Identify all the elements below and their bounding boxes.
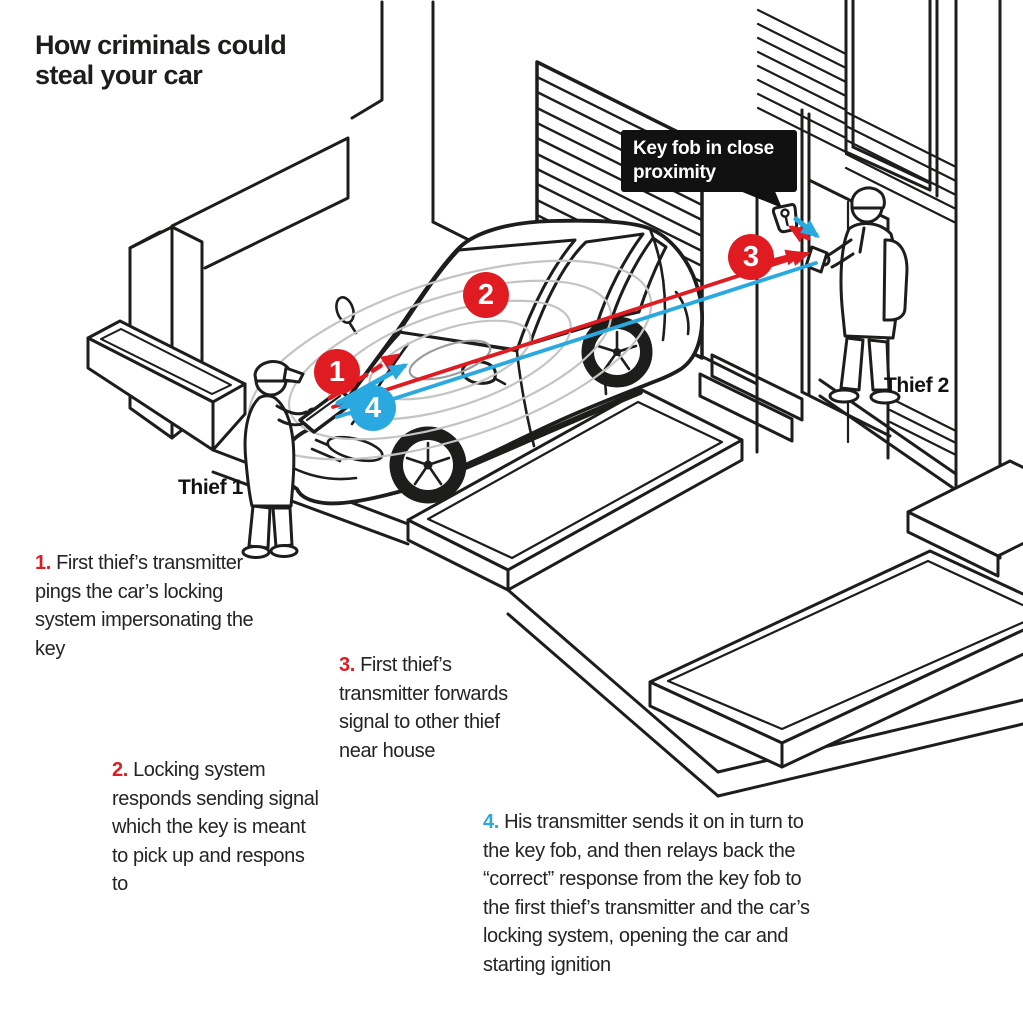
thief1-label: Thief 1 xyxy=(178,476,243,499)
step-text-3: 3. First thief’s transmitter forwards signal to other thief near house xyxy=(339,654,508,762)
step-number: 3. xyxy=(339,654,355,676)
step-number: 1. xyxy=(35,552,51,574)
backpack-icon xyxy=(884,240,907,320)
front-wheel-icon xyxy=(391,428,465,502)
step-number: 4. xyxy=(483,811,499,833)
step-badge-3: 3 xyxy=(728,234,774,280)
key-fob-callout: Key fob in close proximity xyxy=(621,130,797,192)
left-mirror-icon xyxy=(333,295,356,325)
step-text-2: 2. Locking system responds sending signal which the key is meant to pick up and respons to xyxy=(112,759,319,895)
step-text-4: 4. His transmitter sends it on in turn to the key fob, and then relays back the “correct” response from the key fob to the first thief’s transmitter and the car’s locking system, opening the car and starting ignition xyxy=(483,811,810,976)
step-badge-4: 4 xyxy=(350,385,396,431)
step-text-1: 1. First thief’s transmitter pings the car’s locking system impersonating the key xyxy=(35,552,254,660)
thief2-figure xyxy=(806,188,907,403)
step-badge-1: 1 xyxy=(314,349,360,395)
cap-brim xyxy=(284,368,303,382)
signal-red-badge3-arrow xyxy=(772,254,800,261)
thief2-label: Thief 2 xyxy=(884,374,949,397)
window-icon xyxy=(846,0,937,196)
step-number: 2. xyxy=(112,759,128,781)
page-title: How criminals could steal your car xyxy=(35,30,287,90)
step-badge-2: 2 xyxy=(463,272,509,318)
